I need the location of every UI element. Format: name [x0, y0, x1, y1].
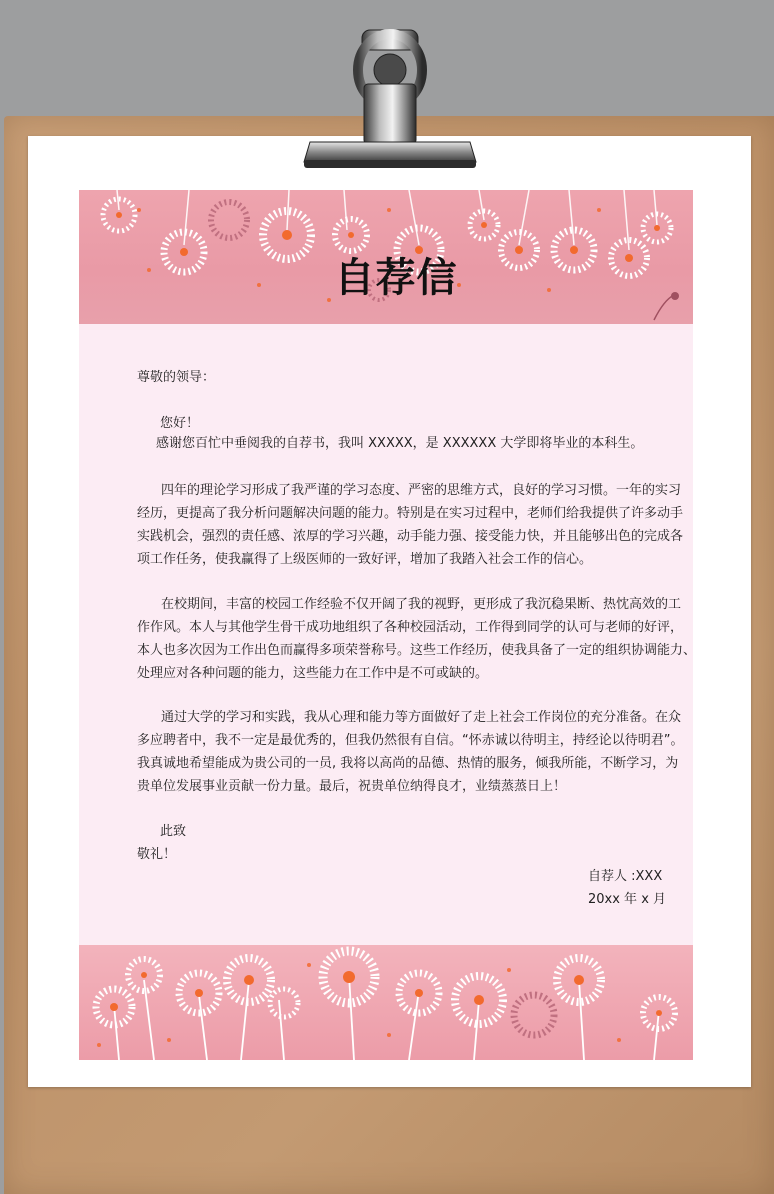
paragraph-line: 本人也多次因为工作出色而赢得多项荣誉称号。这些工作经历，使我具备了一定的组织协调能力、	[137, 643, 697, 658]
paragraph-campus	[137, 593, 697, 685]
paragraph-line: 贵单位发展事业贡献一份力量。最后，祝贵单位纳得良才，业绩蒸蒸日上！	[137, 779, 567, 794]
paragraph-line: 项工作任务，使我赢得了上级医师的一致好评，增加了我踏入社会工作的信心。	[137, 552, 593, 567]
closing-ci-zhi: 此致	[160, 824, 187, 839]
paragraph-line: 多应聘者中，我不一定是最优秀的，但我仍然很有自信。“怀赤诚以待明主，持经论以待明君”。	[137, 733, 684, 748]
paragraph-line: 处理应对各种问题的能力，这些能力在工作中是不可或缺的。	[137, 666, 489, 681]
signature: 自荐人 :XXX	[588, 869, 663, 884]
binder-clip-icon	[300, 24, 480, 174]
paragraph-experience	[137, 479, 684, 571]
paragraph-line: 我真诚地希望能成为贵公司的一员, 我将以高尚的品德、热情的服务，倾我所能，不断学习，为	[137, 756, 679, 771]
date: 20xx 年 x 月	[588, 892, 667, 907]
paragraph-line: 通过大学的学习和实践，我从心理和能力等方面做好了走上社会工作岗位的充分准备。在众	[161, 710, 682, 725]
dandelion-pattern-bottom-icon	[79, 945, 693, 1060]
paragraph-readiness	[137, 706, 684, 798]
footer-banner	[79, 945, 693, 1060]
page-title: 自荐信	[334, 255, 458, 301]
paragraph-line: 经历，更提高了我分析问题解决问题的能力。特别是在实习过程中，老师们给我提供了许多动手	[137, 506, 684, 521]
paragraph-line: 四年的理论学习形成了我严谨的学习态度、严密的思维方式，良好的学习习惯。一年的实习	[161, 483, 682, 498]
greeting: 您好！	[160, 416, 200, 431]
paragraph-line: 在校期间，丰富的校园工作经验不仅开阔了我的视野，更形成了我沉稳果断、热忱高效的工	[161, 597, 682, 612]
intro-text: 感谢您百忙中垂阅我的自荐书，我叫 XXXXX，是 XXXXXX 大学即将毕业的本科生。	[156, 436, 644, 451]
closing-jing-li: 敬礼！	[137, 847, 177, 862]
salutation: 尊敬的领导：	[137, 370, 216, 385]
paragraph-line: 作作风。本人与其他学生骨干成功地组织了各种校园活动，工作得到同学的认可与老师的好评，	[137, 620, 684, 635]
paragraph-line: 实践机会，强烈的责任感、浓厚的学习兴趣，动手能力强、接受能力快，并且能够出色的完成各	[137, 529, 684, 544]
